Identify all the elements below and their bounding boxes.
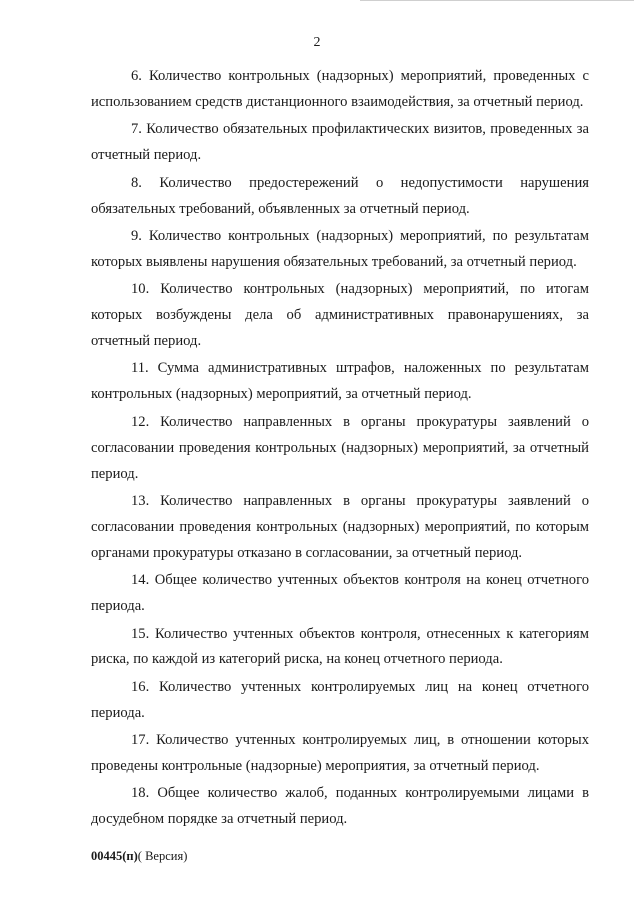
document-body: [91, 64, 589, 835]
document-footer: [91, 849, 187, 864]
list-item-15: 15. Количество учтенных объектов контроля, отнесенных к категориям риска, по каждой из категорий риска, на конец отчетного периода.: [91, 625, 589, 668]
list-item-10: 10. Количество контрольных (надзорных) мероприятий, по итогам которых возбуждены дела об административных правонарушениях, за отчетный период.: [91, 281, 589, 350]
list-item-8: 8. Количество предостережений о недопустимости нарушения обязательных требований, объявленных за отчетный период.: [91, 174, 589, 217]
list-item-6: 6. Количество контрольных (надзорных) мероприятий, проведенных с использованием средств дистанционного взаимодействия, за отчетный период.: [91, 68, 589, 110]
list-item-14: 14. Общее количество учтенных объектов контроля на конец отчетного периода.: [91, 572, 589, 615]
scan-edge: [360, 0, 634, 1]
list-item-13: 13. Количество направленных в органы прокуратуры заявлений о согласовании проведения контрольных (надзорных) мероприятий, по которым органами прокуратуры отказано в согласовании, за отчетный период.: [91, 493, 589, 561]
list-item-9: 9. Количество контрольных (надзорных) мероприятий, по результатам которых выявлены нарушения обязательных требований, за отчетный период.: [91, 227, 589, 270]
list-item-17: 17. Количество учтенных контролируемых лиц, в отношении которых проведены контрольные (надзорные) мероприятия, за отчетный период.: [91, 732, 589, 775]
page-number: 2: [313, 35, 321, 50]
list-item-12: 12. Количество направленных в органы прокуратуры заявлений о согласовании проведения контрольных (надзорных) мероприятий, за отчетный период.: [91, 413, 589, 482]
document-code: 00445(п): [91, 849, 138, 863]
list-item-11: 11. Сумма административных штрафов, наложенных по результатам контрольных (надзорных) мероприятий, за отчетный период.: [91, 360, 589, 403]
list-item-7: 7. Количество обязательных профилактических визитов, проведенных за отчетный период.: [91, 121, 589, 164]
list-item-16: 16. Количество учтенных контролируемых лиц на конец отчетного периода.: [91, 678, 589, 721]
list-item-18: 18. Общее количество жалоб, поданных контролируемыми лицами в досудебном порядке за отчетный период.: [91, 785, 589, 828]
document-version: ( Версия): [137, 849, 188, 863]
